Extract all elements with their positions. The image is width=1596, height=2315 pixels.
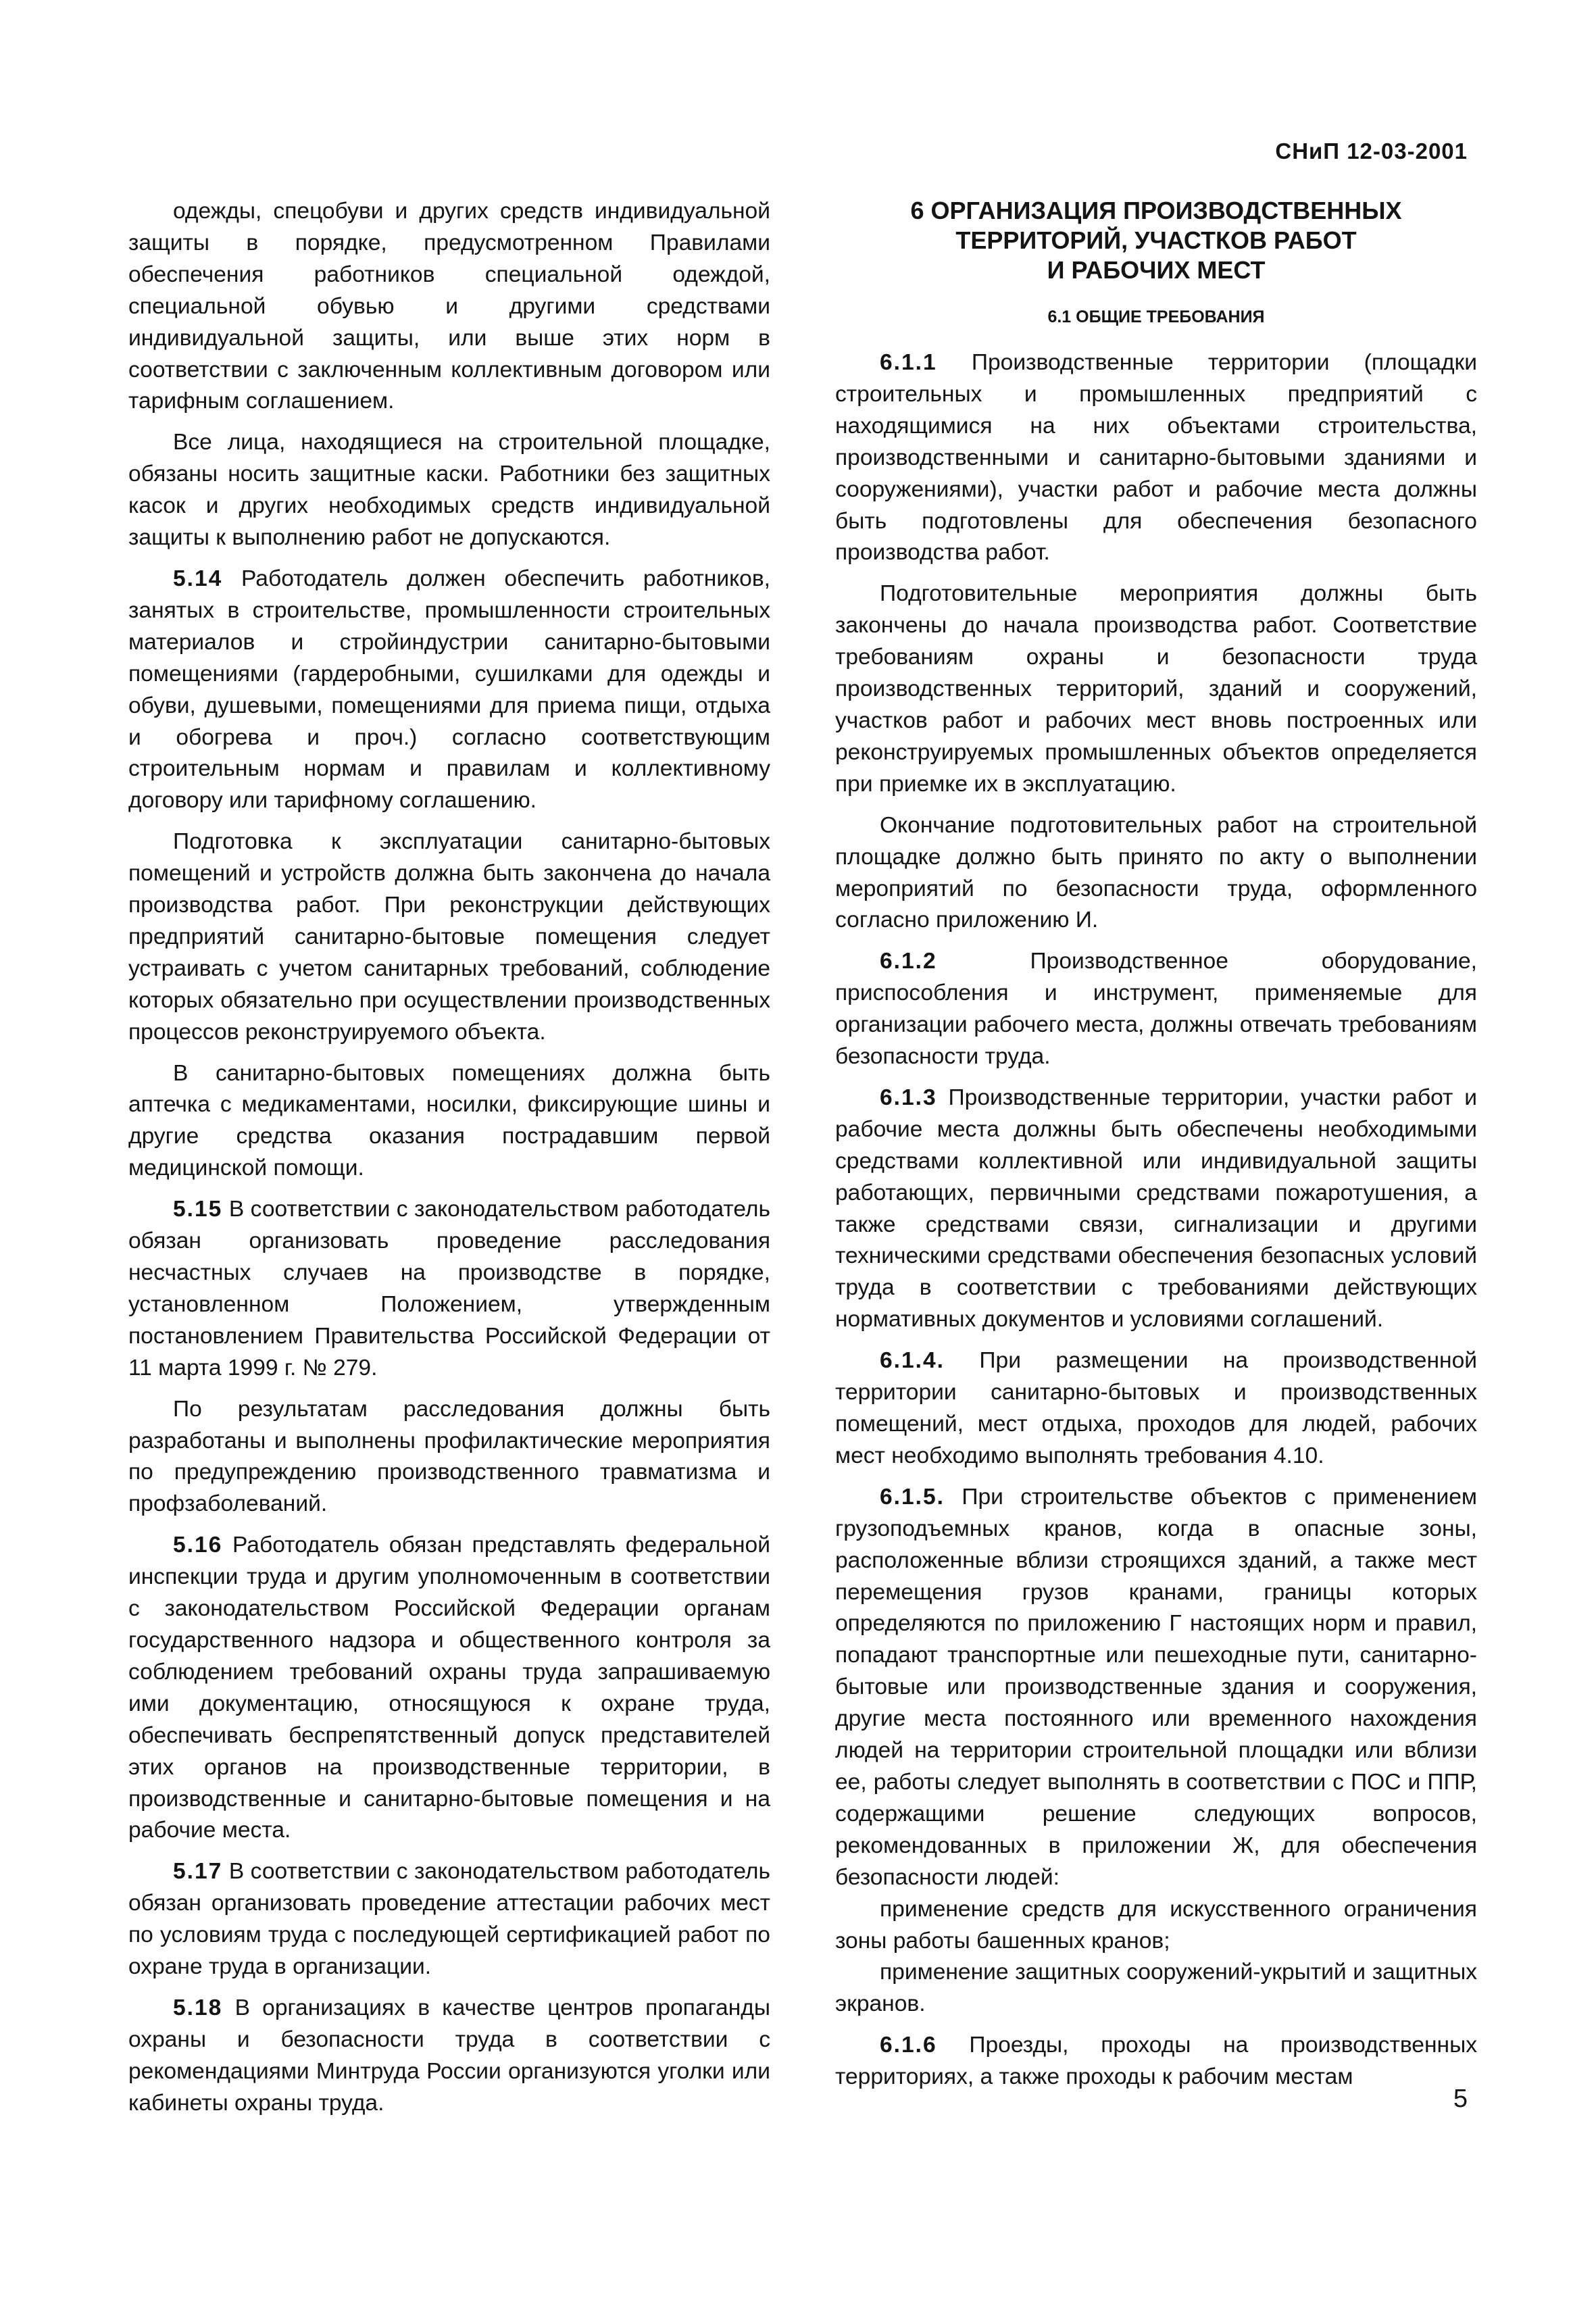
paragraph: По результатам расследования должны быть разработаны и выполнены профилактические мероприятия по предупреждению производственного травматизма и профзаболеваний.	[128, 1396, 770, 1517]
clause-number: 6.1.3	[880, 1085, 937, 1110]
left-column	[128, 196, 770, 2120]
page-number: 5	[1453, 2085, 1468, 2113]
clause-6-1-1: 6.1.1 Производственные территории (площадки строительных и промышленных предприятий с находящимися на них объектами строительства, производственными и санитарно-бытовыми зданиями и сооружениями), участки работ и рабочие места должны быть подготовлены для обеспечения безопасного производства работ.	[835, 350, 1477, 566]
list-item: применение средств для искусственного ограничения зоны работы башенных кранов;	[835, 1896, 1477, 1953]
paragraph: Подготовка к эксплуатации санитарно-бытовых помещений и устройств должна быть закончена до начала производства работ. При реконструкции действующих предприятий санитарно-бытовые помещения следует устраивать с учетом санитарных требований, соблюдение которых обязательно при осуществлении производственных процессов реконструируемого объекта.	[128, 829, 770, 1045]
clause-number: 6.1.2	[880, 949, 937, 974]
clause-number: 6.1.5.	[880, 1484, 945, 1510]
clause-6-1-2: 6.1.2 Производственное оборудование, приспособления и инструмент, применяемые для организации рабочего места, должны отвечать требованиям безопасности труда.	[835, 949, 1477, 1070]
right-column	[835, 196, 1477, 2093]
paragraph: В санитарно-бытовых помещениях должна быть аптечка с медикаментами, носилки, фиксирующие шины и другие средства оказания пострадавшим первой медицинской помощи.	[128, 1060, 770, 1181]
paragraph: одежды, спецобуви и других средств индивидуальной защиты в порядке, предусмотренном Правилами обеспечения работников специальной одеждой, специальной обувью и другими средствами индивидуальной защиты, или выше этих норм в соответствии с заключенным коллективным договором или тарифным соглашением.	[128, 199, 770, 414]
subsection-title: 6.1 ОБЩИЕ ТРЕБОВАНИЯ	[1047, 307, 1265, 326]
clause-5-15: 5.15 В соответствии с законодательством работодатель обязан организовать проведение расследования несчастных случаев на производстве в порядке, установленном Положением, утвержденным постановлением Правительства Российской Федерации от 11 марта 1999 г. № 279.	[128, 1197, 770, 1380]
clause-5-16: 5.16 Работодатель обязан представлять федеральной инспекции труда и другим уполномоченным в соответствии с законодательством Российской Федерации органам государственного надзора и общественного контроля за соблюдением требований охраны труда запрашиваемую ими документацию, относящуюся к охране труда, обеспечивать беспрепятственный допуск представителей этих органов на производственные территории, в производственные и санитарно-бытовые помещения и на рабочие места.	[128, 1533, 770, 1843]
clause-6-1-3: 6.1.3 Производственные территории, участки работ и рабочие места должны быть обеспечены необходимыми средствами коллективной или индивидуальной защиты работающих, первичными средствами пожаротушения, а также средствами связи, сигнализации и другими техническими средствами обеспечения безопасных условий труда в соответствии с требованиями действующих нормативных документов и условиями соглашений.	[835, 1085, 1477, 1333]
clause-6-1-4: 6.1.4. При размещении на производственной территории санитарно-бытовых и производственных помещений, мест отдыха, проходов для людей, рабочих мест необходимо выполнять требования 4.10.	[835, 1348, 1477, 1468]
clause-5-14: 5.14 Работодатель должен обеспечить работников, занятых в строительстве, промышленности строительных материалов и стройиндустрии санитарно-бытовыми помещениями (гардеробными, сушилками для одежды и обуви, душевыми, помещениями для приема пищи, отдыха и обогрева и проч.) согласно соответствующим строительным нормам и правилам и коллективному договору или тарифному соглашению.	[128, 566, 770, 814]
clause-number: 6.1.1	[880, 350, 937, 375]
clause-6-1-5: 6.1.5. При строительстве объектов с применением грузоподъемных кранов, когда в опасные зоны, расположенные вблизи строящихся зданий, а также мест перемещения грузов кранами, границы которых определяются по приложению Г настоящих норм и правил, попадают транспортные или пешеходные пути, санитарно-бытовые или производственные здания и сооружения, другие места постоянного или временного нахождения людей на территории строительной площадки или вблизи ее, работы следует выполнять в соответствии с ПОС и ППР, содержащими решение следующих вопросов, рекомендованных в приложении Ж, для обеспечения безопасности людей:	[835, 1484, 1477, 1890]
document-code: СНиП 12-03-2001	[1275, 139, 1468, 164]
clause-number: 5.17	[173, 1859, 223, 1885]
clause-number: 6.1.4.	[880, 1348, 945, 1374]
clause-number: 5.14	[173, 566, 223, 591]
clause-number: 6.1.6	[880, 2033, 937, 2058]
clause-5-17: 5.17 В соответствии с законодательством работодатель обязан организовать проведение аттестации рабочих мест по условиям труда с последующей сертификацией работ по охране труда в организации.	[128, 1859, 770, 1980]
clause-number: 5.16	[173, 1533, 223, 1558]
clause-number: 5.15	[173, 1197, 223, 1222]
paragraph: Все лица, находящиеся на строительной площадке, обязаны носить защитные каски. Работники без защитных касок и других необходимых средств индивидуальной защиты к выполнению работ не допускаются.	[128, 430, 770, 551]
clause-6-1-6: 6.1.6 Проезды, проходы на производственных территориях, а также проходы к рабочим местам	[835, 2033, 1477, 2090]
clause-number: 5.18	[173, 1995, 223, 2020]
section-title: 6 ОРГАНИЗАЦИЯ ПРОИЗВОДСТВЕННЫХ ТЕРРИТОРИЙ, УЧАСТКОВ РАБОТ И РАБОЧИХ МЕСТ	[910, 197, 1402, 284]
paragraph: Окончание подготовительных работ на строительной площадке должно быть принято по акту о выполнении мероприятий по безопасности труда, оформленного согласно приложению И.	[835, 812, 1477, 933]
list-item: применение защитных сооружений-укрытий и защитных экранов.	[835, 1960, 1477, 2017]
paragraph: Подготовительные мероприятия должны быть закончены до начала производства работ. Соответствие требованиям охраны и безопасности труда производственных территорий, зданий и сооружений, участков работ и рабочих мест вновь построенных или реконструируемых промышленных объектов определяется при приемке их в эксплуатацию.	[835, 581, 1477, 797]
clause-5-18: 5.18 В организациях в качестве центров пропаганды охраны и безопасности труда в соответствии с рекомендациями Минтруда России организуются уголки или кабинеты охраны труда.	[128, 1995, 770, 2116]
